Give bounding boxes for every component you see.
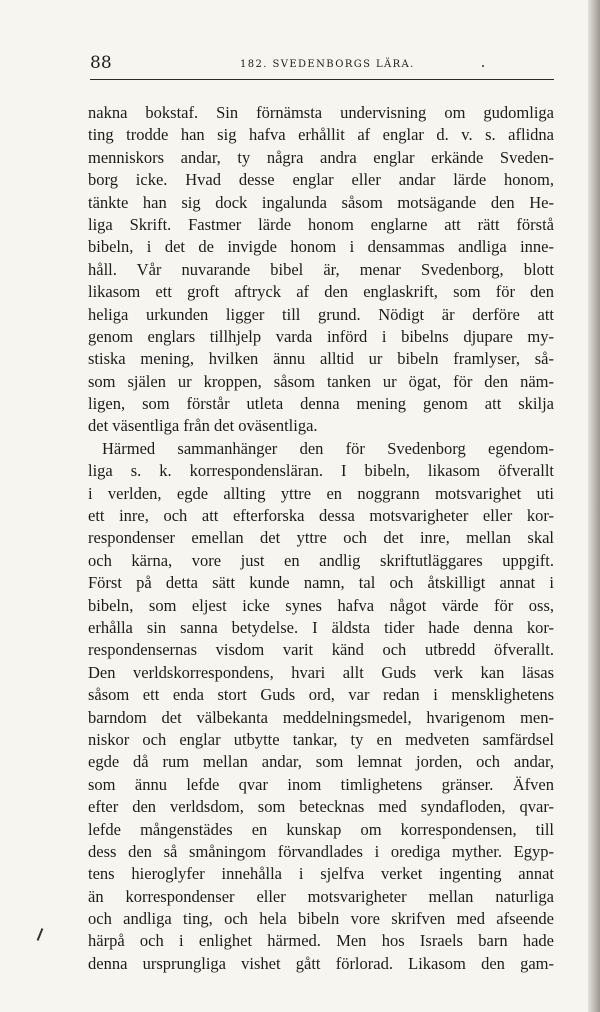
text-line: som ännu lefde qvar inom timlighetens gränser. Äfven — [88, 774, 554, 794]
text-line: liga s. k. korrespondensläran. I bibeln, likasom öfverallt — [88, 461, 554, 481]
running-title: 182. SVEDENBORGS LÄRA. — [240, 59, 415, 70]
text-line: håll. Vår nuvarande bibel är, menar Svedenborg, blott — [88, 259, 554, 279]
text-line: i verlden, egde allting yttre en noggrann motsvarighet uti — [88, 483, 554, 503]
text-line: efter den verldsdom, som betecknas med syndafloden, qvar- — [88, 797, 554, 817]
text-line: Härmed sammanhänger den för Svedenborg egendom- — [102, 438, 554, 458]
text-line: liga Skrift. Fastmer lärde honom englarne att rätt förstå — [88, 214, 554, 234]
margin-mark — [37, 928, 44, 941]
text-line: än korrespondenser eller motsvarigheter mellan naturliga — [88, 886, 554, 906]
text-line: som själen ur kroppen, såsom tanken ur ögat, för den näm- — [88, 371, 554, 391]
page-header — [90, 52, 554, 76]
text-line: genom englars tillhjelp varda införd i bibelns djupare my- — [88, 326, 554, 346]
text-line: niskor och englar utbytte tankar, ty en medveten samfärdsel — [88, 729, 554, 749]
text-line: stiska mening, hvilken ännu alltid ur bibeln framlyser, så- — [88, 349, 554, 369]
text-line: såsom ett enda stort Guds ord, var redan i mensklighetens — [88, 685, 554, 705]
print-speck — [482, 65, 484, 67]
text-line: erhålla sin sanna betydelse. I äldsta tider hade denna kor- — [88, 617, 554, 637]
text-line: likasom ett groft aftryck af den englaskrift, som för den — [88, 282, 554, 302]
text-line: tens hieroglyfer innehålla i sjelfva verket ingenting annat — [88, 864, 554, 884]
text-line: respondensernas visdom varit känd och utbredd öfverallt. — [88, 640, 554, 660]
text-line: ligen, som förstår utleta denna mening genom att skilja — [88, 394, 554, 414]
text-line: lefde mångenstädes en kunskap om korrespondensen, till — [88, 819, 554, 839]
text-line: ting trodde han sig hafva erhållit af englar d. v. s. aflidna — [88, 125, 554, 145]
text-line: ett inre, och att efterforska dessa motsvarigheter eller kor- — [88, 506, 554, 526]
text-line: menniskors andar, ty några andra englar erkände Sveden- — [88, 147, 554, 167]
text-line: det väsentliga från det oväsentliga. — [88, 416, 318, 436]
text-line: bibeln, som eljest icke synes hafva något värde för oss, — [88, 595, 554, 615]
text-line: Först på detta sätt kunde namn, tal och åtskilligt annat i — [88, 573, 554, 593]
text-line: tänkte han sig dock ingalunda såsom motsägande den He- — [88, 192, 554, 212]
text-line: borg icke. Hvad desse englar eller andar lärde honom, — [88, 170, 554, 190]
text-line: barndom det välbekanta meddelningsmedel, hvarigenom men- — [88, 707, 554, 727]
text-line: och andliga ting, och hela bibeln vore skrifven med afseende — [88, 909, 554, 929]
text-line: denna ursprungliga vishet gått förlorad. Likasom den gam- — [88, 953, 554, 973]
text-line: egde då rum mellan andar, som lemnat jorden, och andar, — [88, 752, 554, 772]
text-line: härpå och i enlighet härmed. Men hos Israels barn hade — [88, 931, 554, 951]
text-line: nakna bokstaf. Sin förnämsta undervisning om gudomliga — [88, 103, 554, 122]
text-line: dess den så småningom förvandlades i orediga myther. Egyp- — [88, 841, 554, 861]
header-rule — [90, 79, 554, 80]
text-line: och kärna, vore just en andlig skriftutläggares uppgift. — [88, 550, 554, 570]
text-line: Den verldskorrespondens, hvari allt Guds verk kan läsas — [88, 662, 554, 682]
text-line: respondenser emellan det yttre och det inre, mellan skal — [88, 528, 554, 548]
page-number: 88 — [90, 53, 112, 73]
text-line: bibeln, i det de invigde honom i densammas andliga inne- — [88, 237, 554, 257]
text-line: heliga urkunden ligger till grund. Nödigt är derföre att — [88, 304, 554, 324]
page-edge-shadow — [588, 0, 600, 1012]
body-text — [88, 102, 554, 975]
